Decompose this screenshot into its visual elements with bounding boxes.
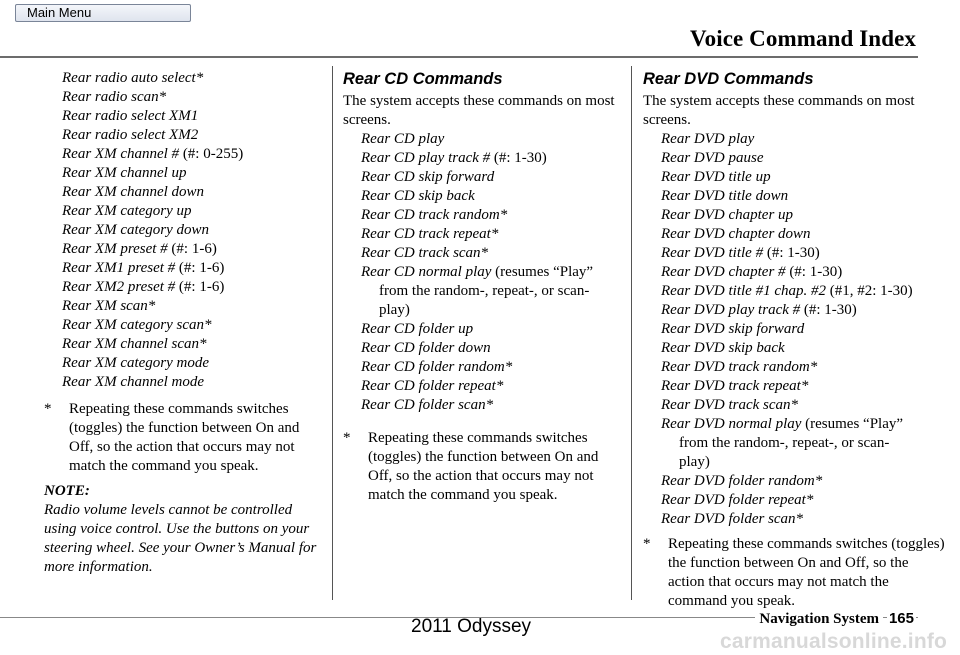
- page-title: Voice Command Index: [690, 26, 916, 51]
- command-item: Rear XM channel scan*: [62, 336, 207, 352]
- command-item: Rear CD folder random*: [361, 359, 513, 375]
- command-item: Rear DVD track repeat*: [661, 378, 809, 394]
- command-item: Rear DVD title down: [661, 188, 789, 204]
- command-item: Rear XM preset # (#: 1-6): [62, 241, 217, 257]
- column-rear-dvd-commands: [643, 69, 948, 611]
- command-item: Rear XM channel up: [62, 165, 187, 181]
- command-item: Rear DVD chapter # (#: 1-30): [661, 264, 843, 280]
- column-radio-commands: [44, 69, 324, 577]
- note-text: Radio volume levels cannot be controlled using voice control. Use the buttons on your steering wheel. See your Owner’s Manual for more information.: [44, 502, 317, 575]
- command-item: Rear XM category scan*: [62, 317, 212, 333]
- command-item: Rear DVD folder scan*: [661, 511, 804, 527]
- command-item: Rear CD skip back: [361, 188, 475, 204]
- command-item: Rear DVD title up: [661, 169, 771, 185]
- command-item: Rear CD folder scan*: [361, 397, 494, 413]
- command-item: Rear DVD skip back: [661, 340, 785, 356]
- model-label: 2011 Odyssey: [411, 616, 532, 637]
- command-item: Rear DVD pause: [661, 150, 764, 166]
- command-item: Rear XM1 preset # (#: 1-6): [62, 260, 225, 276]
- command-item: Rear DVD chapter up: [661, 207, 794, 223]
- footnote: * Repeating these commands switches (toggles) the function between On and Off, so the action that occurs may not match the command you speak.: [343, 430, 599, 503]
- command-item: Rear radio scan*: [62, 89, 167, 105]
- command-item: Rear DVD normal play (resumes “Play” from the random-, repeat-, or scan-play): [661, 416, 904, 470]
- command-list: [343, 130, 623, 415]
- section-intro: The system accepts these commands on most screens.: [343, 93, 615, 128]
- section-heading: Rear CD Commands: [343, 70, 503, 88]
- command-item: Rear XM category up: [62, 203, 192, 219]
- main-menu-button[interactable]: Main Menu: [15, 4, 191, 22]
- command-item: Rear XM channel mode: [62, 374, 205, 390]
- command-item: Rear XM channel # (#: 0-255): [62, 146, 244, 162]
- command-item: Rear DVD track scan*: [661, 397, 799, 413]
- command-item: Rear CD skip forward: [361, 169, 495, 185]
- command-item: Rear radio auto select*: [62, 70, 204, 86]
- footnote: * Repeating these commands switches (toggles) the function between On and Off, so the action that occurs may not match the command you speak.: [643, 536, 945, 609]
- command-item: Rear DVD folder repeat*: [661, 492, 814, 508]
- command-item: Rear DVD title #1 chap. #2 (#1, #2: 1-30): [661, 283, 913, 299]
- footer-section-label: Navigation System: [755, 611, 883, 628]
- command-item: Rear CD folder down: [361, 340, 491, 356]
- footnote: * Repeating these commands switches (toggles) the function between On and Off, so the action that occurs may not match the command you speak.: [44, 401, 300, 474]
- column-divider: [332, 66, 333, 600]
- site-watermark: carmanualsonline.info: [720, 630, 948, 653]
- command-item: Rear CD folder up: [361, 321, 474, 337]
- command-item: Rear DVD play track # (#: 1-30): [661, 302, 857, 318]
- command-list: [44, 69, 324, 392]
- command-item: Rear radio select XM2: [62, 127, 199, 143]
- command-item: Rear CD play track # (#: 1-30): [361, 150, 547, 166]
- command-item: Rear CD track repeat*: [361, 226, 499, 242]
- command-item: Rear radio select XM1: [62, 108, 199, 124]
- column-rear-cd-commands: [343, 69, 623, 505]
- command-item: Rear XM category down: [62, 222, 210, 238]
- page-number: 165: [888, 610, 914, 627]
- command-item: Rear DVD play: [661, 131, 755, 147]
- section-heading: Rear DVD Commands: [643, 70, 814, 88]
- command-item: Rear CD normal play (resumes “Play” from the random-, repeat-, or scan-play): [361, 264, 594, 318]
- command-item: Rear XM2 preset # (#: 1-6): [62, 279, 225, 295]
- command-item: Rear XM channel down: [62, 184, 205, 200]
- section-intro: The system accepts these commands on most screens.: [643, 93, 915, 128]
- command-item: Rear DVD folder random*: [661, 473, 823, 489]
- command-item: Rear DVD track random*: [661, 359, 818, 375]
- title-rule: [0, 56, 918, 58]
- command-item: Rear DVD title # (#: 1-30): [661, 245, 820, 261]
- command-item: Rear CD track scan*: [361, 245, 489, 261]
- command-item: Rear DVD skip forward: [661, 321, 805, 337]
- note-heading: NOTE:: [44, 483, 90, 499]
- column-divider: [631, 66, 632, 600]
- command-item: Rear DVD chapter down: [661, 226, 811, 242]
- command-item: Rear XM category mode: [62, 355, 210, 371]
- command-list: [643, 130, 948, 529]
- command-item: Rear CD play: [361, 131, 445, 147]
- command-item: Rear CD folder repeat*: [361, 378, 504, 394]
- command-item: Rear XM scan*: [62, 298, 156, 314]
- command-item: Rear CD track random*: [361, 207, 508, 223]
